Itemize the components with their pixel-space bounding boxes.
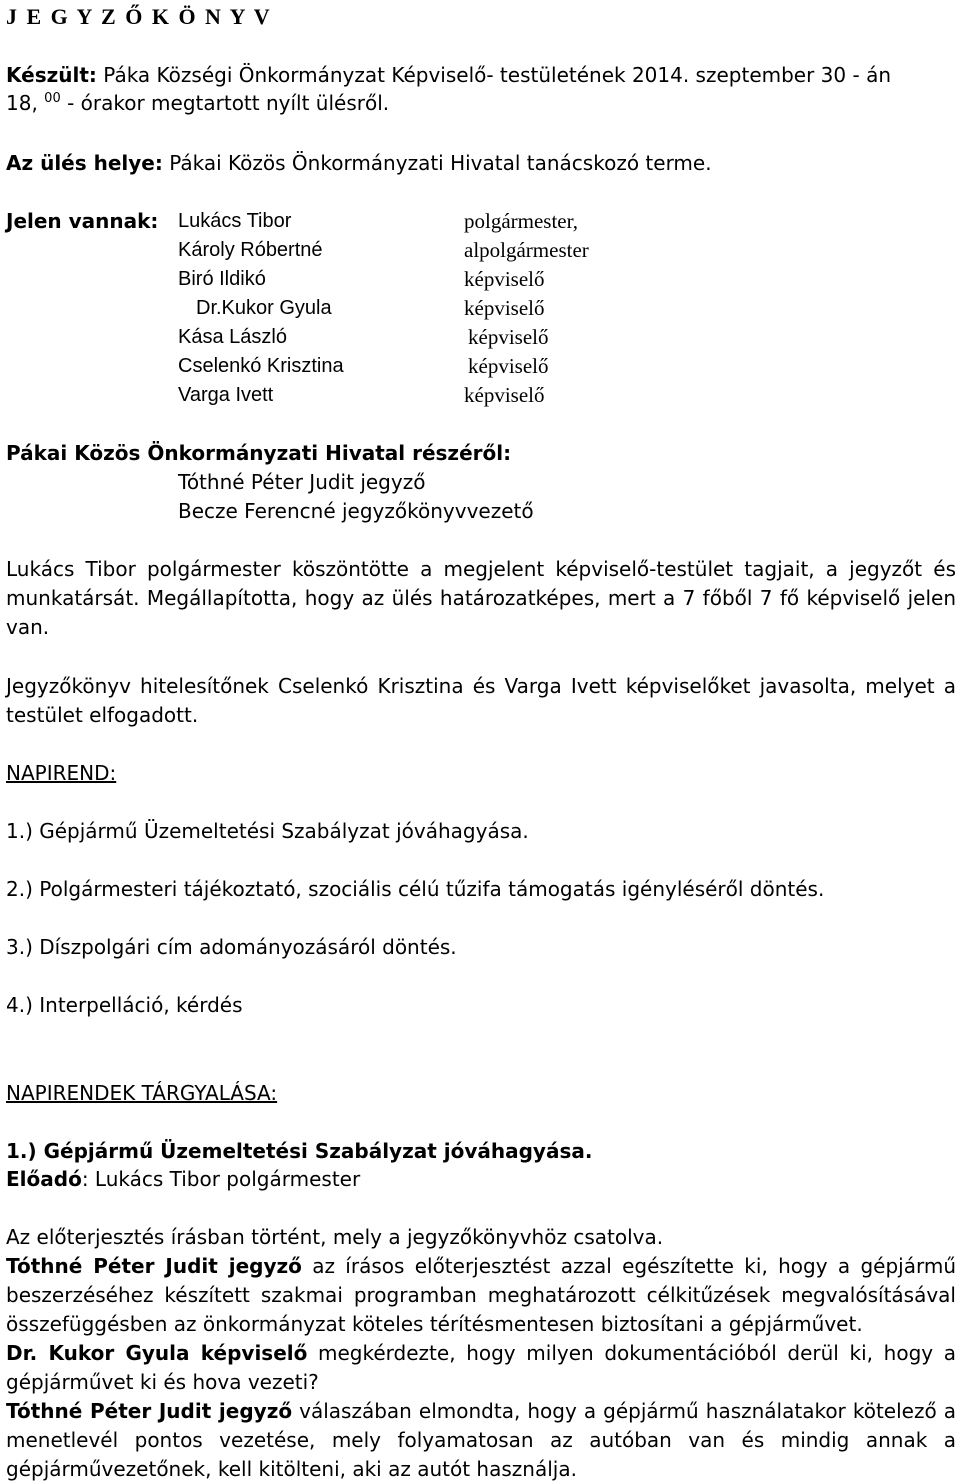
ules-helye-text: Pákai Közös Önkormányzati Hivatal tanácskozó terme. (169, 151, 712, 175)
paragraph-line: Lukács Tibor polgármester köszöntötte a megjelent képviselő-testület tagjait, a jegyzőt és (6, 557, 956, 581)
hivatal-person-1: Tóthné Péter Judit jegyző (178, 470, 426, 494)
attendee-role: alpolgármester (464, 238, 589, 262)
keszult-line-1 (6, 62, 891, 88)
attendee-name: Kása László (178, 326, 287, 348)
hivatal-person-2: Becze Ferencné jegyzőkönyvvezető (178, 499, 534, 523)
paragraph-line: gépjárművezetőnek, kell kitölteni, aki az autót használja. (6, 1457, 577, 1481)
keszult-line-2 (6, 90, 389, 116)
keszult-minutes: 00 (44, 91, 61, 106)
keszult-text-1: Páka Községi Önkormányzat Képviselő- testületének 2014. szeptember 30 - án (103, 63, 891, 87)
paragraph-line: gépjárművet ki és hova vezeti? (6, 1370, 319, 1394)
agenda-item: 1.) Gépjármű Üzemeltetési Szabályzat jóváhagyása. (6, 819, 529, 843)
attendee-name: Károly Róbertné (178, 239, 323, 261)
paragraph-line: Jegyzőkönyv hitelesítőnek Cselenkó Krisztina és Varga Ivett képviselőket javasolta, melyet a (6, 674, 956, 698)
paragraph-line (6, 1398, 956, 1424)
jelen-label: Jelen vannak: (6, 209, 159, 233)
napirend-heading: NAPIREND: (6, 761, 117, 785)
targyalas-item-title: 1.) Gépjármű Üzemeltetési Szabályzat jóváhagyása. (6, 1139, 593, 1163)
speaker-text: megkérdezte, hogy milyen dokumentációból derül ki, hogy a (307, 1341, 956, 1365)
paragraph-line (6, 1253, 956, 1279)
agenda-item: 3.) Díszpolgári cím adományozásáról döntés. (6, 935, 457, 959)
attendee-name: Dr.Kukor Gyula (196, 297, 332, 319)
attendee-role: képviselő (468, 354, 549, 378)
eloado-label: Előadó (6, 1167, 82, 1191)
attendee-role: polgármester, (464, 209, 579, 233)
paragraph-line: testület elfogadott. (6, 703, 199, 727)
eloado-text: : Lukács Tibor polgármester (81, 1167, 361, 1191)
paragraph-line: van. (6, 615, 50, 639)
keszult-text-2: - órakor megtartott nyílt ülésről. (67, 91, 390, 115)
paragraph-line: Az előterjesztés írásban történt, mely a jegyzőkönyvhöz csatolva. (6, 1225, 664, 1249)
attendee-name: Biró Ildikó (178, 268, 266, 290)
speaker-text: válaszában elmondta, hogy a gépjármű használatakor kötelező a (292, 1399, 956, 1423)
paragraph-line (6, 1340, 956, 1366)
document-title: J E G Y Z Ő K Ö N Y V (6, 4, 272, 29)
speaker-text: az írásos előterjesztést azzal egészítette ki, hogy a gépjármű (301, 1254, 956, 1278)
hivatal-label: Pákai Közös Önkormányzati Hivatal részéről: (6, 441, 512, 465)
ules-helye (6, 150, 712, 176)
speaker-name: Tóthné Péter Judit jegyző (6, 1254, 302, 1278)
agenda-item: 2.) Polgármesteri tájékoztató, szociális célú tűzifa támogatás igényléséről döntés. (6, 877, 825, 901)
paragraph-line: menetlevél pontos vezetése, mely folyamatosan az autóban van és mindig annak a (6, 1428, 956, 1452)
paragraph-line: összefüggésben az önkormányzat köteles térítésmentesen biztosítani a gépjárművet. (6, 1312, 863, 1336)
attendee-role: képviselő (464, 383, 545, 407)
eloado-line (6, 1166, 360, 1192)
keszult-label: Készült: (6, 63, 97, 87)
attendee-role: képviselő (468, 325, 549, 349)
speaker-name: Tóthné Péter Judit jegyző (6, 1399, 293, 1423)
attendee-name: Varga Ivett (178, 384, 274, 406)
attendee-role: képviselő (464, 267, 545, 291)
attendee-role: képviselő (464, 296, 545, 320)
ules-helye-label: Az ülés helye: (6, 151, 163, 175)
paragraph-line: beszerzéséhez készített szakmai programban meghatározott célkitűzések megvalósításával (6, 1283, 956, 1307)
paragraph-line: munkatársát. Megállapította, hogy az ülés határozatképes, mert a 7 főből 7 fő képviselő jelen (6, 586, 956, 610)
targyalas-heading: NAPIRENDEK TÁRGYALÁSA: (6, 1081, 278, 1105)
attendee-name: Lukács Tibor (178, 210, 292, 232)
keszult-hour: 18, (6, 91, 38, 115)
attendee-name: Cselenkó Krisztina (178, 355, 344, 377)
speaker-name: Dr. Kukor Gyula képviselő (6, 1341, 308, 1365)
agenda-item: 4.) Interpelláció, kérdés (6, 993, 243, 1017)
